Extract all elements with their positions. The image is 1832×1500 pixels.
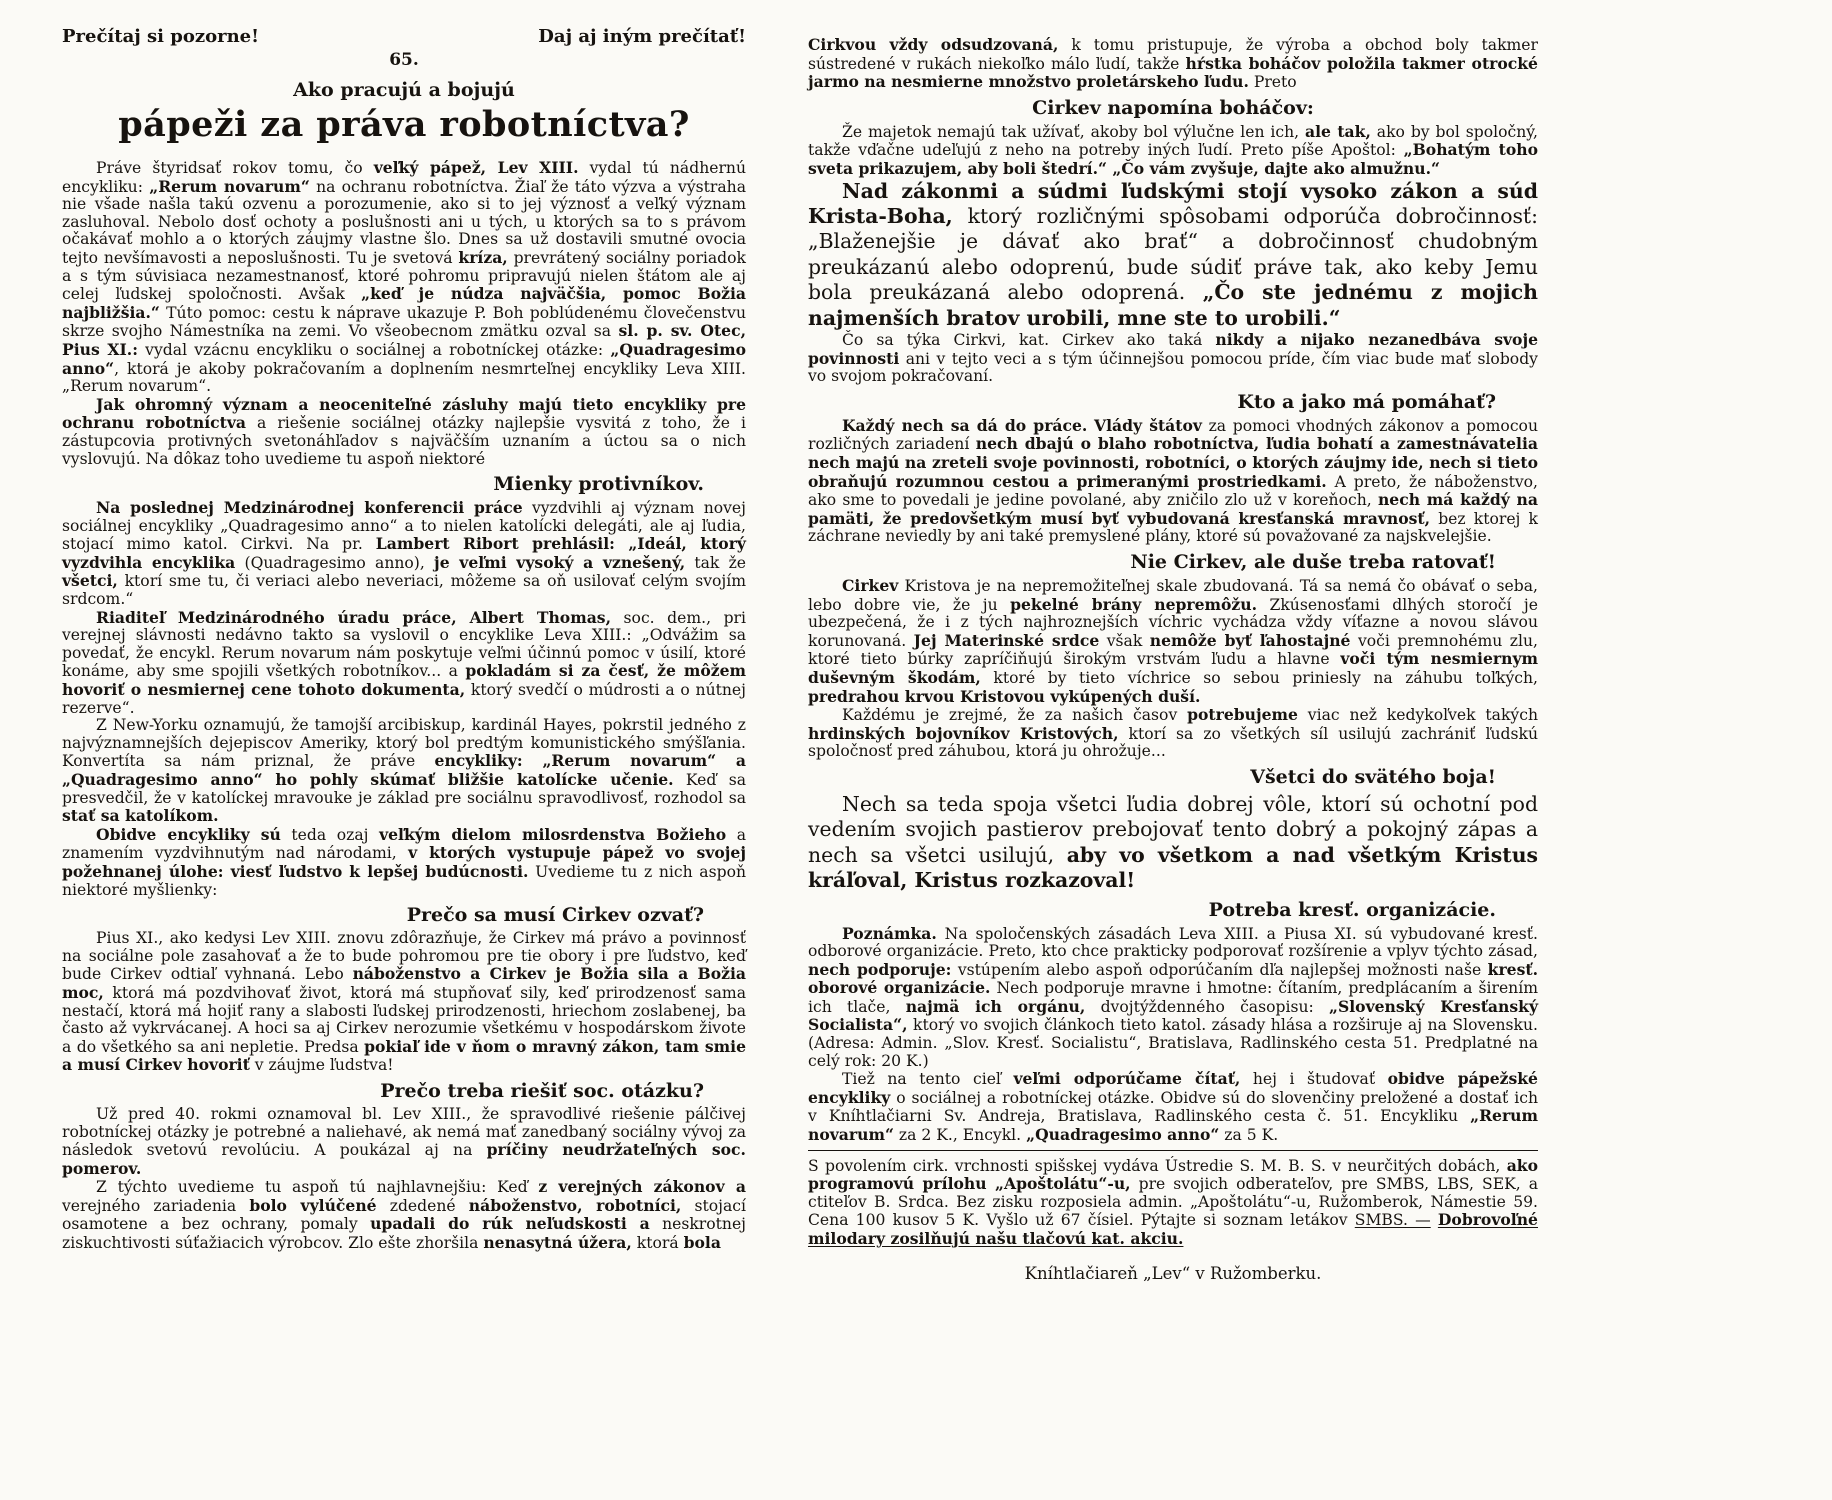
text-segment: , ktorá je akoby pokračovaním a doplnením nesmrteľnej encykliky Leva XIII. „Rerum novarum“. <box>62 359 746 396</box>
text-segment: ktorý rozličnými spôsobami odporúča dobročinnosť: „Blaženejšie je dávať ako brať“ a dobročinnosť chudobným preukázanú alebo odoprenú, bude súdiť práve tak, ako keby Jemu bola preukázaná alebo odoprená. <box>808 203 1538 305</box>
text-segment: o sociálnej a robotníckej otázke. Obidve sú do slovenčiny preložené a dostať ich v Kníhtlačiarni Sv. Andreja, Bratislava, Radlinského cesta č. 51. Encykliku <box>808 1088 1538 1126</box>
text-segment: nenasytná úžera, <box>483 1233 632 1253</box>
text-segment: kresť. oborové organizácie. <box>808 959 1539 998</box>
paragraph <box>808 1157 1538 1249</box>
leaflet-number: 65. <box>389 50 419 70</box>
text-segment: pokladám si za česť, že môžem hovoriť o nesmiernej cene tohoto dokumenta, <box>62 661 747 700</box>
left-column-text <box>62 159 746 1253</box>
paragraph <box>808 179 1538 331</box>
text-segment: príčiny neudržateľných soc. pomerov. <box>62 1140 746 1178</box>
text-segment: hej i študovať <box>1240 1070 1388 1089</box>
text-segment: ktoré by tieto víchrice so sebou priniesly na záhubu toľkých, <box>980 668 1539 687</box>
text-segment: prevrátený sociálny poriadok a s tým súvisiaca nezamestnanosť, ktoré pohromu pripravujú nielen štátom ale aj celej ľudskej spoločnosti. Avšak <box>62 248 746 304</box>
paragraph <box>62 717 746 826</box>
text-segment: potrebujeme <box>1187 705 1298 725</box>
text-segment: „Quadragesimo anno“ <box>1026 1125 1220 1145</box>
text-segment: Z týchto uvedieme tu aspoň tú najhlavnejšiu: Keď <box>96 1178 539 1197</box>
text-segment: nikdy a nijako nezanedbáva svoje povinnosti <box>808 330 1539 368</box>
text-segment: obidve pápežské encykliky <box>808 1069 1538 1107</box>
text-segment: nech dbajú o blaho robotníctva, ľudia bohatí a zamestnávatelia nech majú na zreteli svoje povinnosti, robotníci, o ktorých záujmy ide, nech si tieto obraňujú rozumnou cestou a primeranými prostriedkami. <box>808 434 1538 491</box>
imprint-line: Kníhtlačiareň „Lev“ v Ružomberku. <box>1024 1263 1322 1283</box>
separator-rule <box>808 1150 1538 1151</box>
text-segment: ktorá <box>631 1234 684 1253</box>
text-segment: zdedené <box>376 1196 469 1215</box>
text-segment: verejného zariadenia <box>62 1196 250 1215</box>
text-segment: ktorý vo svojich článkoch tieto katol. zásady hlása a rozširuje aj na Slovensku. (Adresa: Admin. „Slov. Kresť. Socialistu“, Bratislava, Radlinského cesta 51. Predplatné na celý rok: 20 K.) <box>808 1016 1538 1070</box>
text-segment: Uvedieme tu z nich aspoň niektoré myšlienky: <box>62 862 746 899</box>
text-segment: ako by bol spoločný, takže vďačne udeľujú z neho na potreby iných ľudí. Preto píše Apoštol: <box>808 122 1538 160</box>
text-segment: bolo vylúčené <box>249 1195 377 1215</box>
section-heading: Potreba kresť. organizácie. <box>1208 898 1496 921</box>
text-segment: „Rerum novarum“ <box>149 176 310 196</box>
text-segment: v záujme ľudstva! <box>249 1056 394 1075</box>
text-segment: „Slovenský Kresťanský Socialista“, <box>808 996 1539 1035</box>
paragraph <box>62 499 746 609</box>
paragraph <box>62 826 746 899</box>
page-title: pápeži za práva robotníctva? <box>118 104 690 145</box>
paragraph <box>808 331 1538 386</box>
right-column-text <box>808 36 1538 1249</box>
text-segment: „Quadragesimo anno“ <box>62 339 746 378</box>
text-segment: vydal tú nádhernú encykliku: <box>62 159 747 196</box>
text-segment: Práve štyridsať rokov tomu, čo <box>96 159 374 177</box>
text-segment: náboženstvo a Cirkev je Božia sila a Božia moc, <box>62 964 746 1002</box>
text-segment: Pius XI., ako kedysi Lev XIII. znovu zdôrazňuje, že Cirkev má právo a povinnosť na sociálne pole zasahovať a že to bude pohromou pre tie obory i pre ľudstvo, keď bude Cirkev odtiaľ vyhnaná. Lebo <box>62 929 746 984</box>
text-segment: Už pred 40. rokmi oznamoval bl. Lev XIII., že spravodlivé riešenie pálčivej robotníckej otázky je potrebné a naliehavé, ak nemá mať zanedbaný sociálny vývoj za následok svetovú revolúciu. A poukázal aj na <box>62 1104 746 1160</box>
text-segment: Cirkev <box>842 575 899 595</box>
paragraph <box>808 577 1538 706</box>
text-segment: veľkým dielom milosrdenstva Božieho <box>379 824 727 844</box>
section-heading: Cirkev napomína boháčov: <box>1032 96 1314 119</box>
text-segment: aby vo všetkom a nad všetkým Kristus kráľoval, Kristus rozkazoval! <box>808 842 1538 893</box>
text-segment: „keď je núdza najväčšia, pomoc Božia najbližšia.“ <box>62 284 746 322</box>
text-segment: Zkúsenosťami dlhých storočí je ubezpečená, že i z tých najhroznejších víchric vychádza vždy víťazne a novou slávou korunovaná. <box>808 595 1538 650</box>
masthead <box>62 26 746 47</box>
paragraph <box>62 609 746 718</box>
text-segment: Že majetok nemajú tak užívať, akoby bol výlučne len ich, <box>842 122 1306 141</box>
text-segment: všetci, <box>62 571 118 591</box>
text-segment: najmä ich orgánu, <box>905 996 1086 1016</box>
text-segment: za pomoci vhodných zákonov a pomocou rozličných zariadení <box>808 416 1538 454</box>
text-segment: bez ktorej k záchrane neviedly by ani také premyslené plány, ktoré sú považované za najskvelejšie. <box>808 509 1538 546</box>
text-segment: stať sa katolíkom. <box>62 806 219 826</box>
text-segment: vydal vzácnu encykliku o sociálnej a robotníckej otázke: <box>138 340 611 359</box>
text-segment: za 2 K., Encykl. <box>893 1126 1027 1145</box>
text-segment: ktorá má pozdvihovať život, ktorá má stupňovať sily, keď prirodzenosť sama nestačí, ktorá má hojiť rany a slabosti ľudskej prirodzenosti, hriechom zoslabenej, ba často až vykrvácanej. A hoci sa aj Cirkev nerozumie všetkému v hospodárskom živote a do všetkého sa ani nepletie. Predsa <box>62 983 746 1056</box>
text-segment: predrahou krvou Kristovou vykúpených duší. <box>808 686 1201 706</box>
text-segment: pre svojich odberateľov, pre SMBS, LBS, SEK, a ctiteľov B. Srdca. Bez zisku rozposiela admin. „Apoštolátu“-u, Ružomberok, Námestie 59. Cena 100 kusov 5 K. Vyšlo už 67 čísiel. Pýtajte si soznam letákov <box>808 1175 1538 1230</box>
section-heading: Mienky protivníkov. <box>493 473 704 496</box>
text-segment: k tomu pristupuje, že výroba a obchod boly takmer sústredené v rukách niekoľko málo ľudí, takže <box>808 36 1538 73</box>
text-segment: kríza, <box>458 247 508 267</box>
text-segment: Túto pomoc: cestu k náprave ukazuje P. Boh poblúdenému človečenstvu skrze svojho Námestníka na zemi. Vo všeobecnom zmätku ozval sa <box>62 303 746 341</box>
text-segment: encykliky: „Rerum novarum“ a „Quadragesimo anno“ ho pohly skúmať bližšie katolícke učenie. <box>62 751 746 789</box>
text-segment: Na poslednej Medzinárodnej konferencii práce <box>96 498 523 518</box>
text-segment: pokiaľ ide v ňom o mravný zákon, tam smie a musí Cirkev hovoriť <box>62 1036 746 1075</box>
text-segment: Cirkvou vždy odsudzovaná, <box>808 35 1059 54</box>
text-segment: na ochranu robotníctva. Žiaľ že táto výzva a výstraha nie všade našla takú ozvenu a porozumenie, ako si to jej význosť a veľký význam zasluhoval. Nebolo dosť ochoty a poslušnosti ani u tých, u ktorých sa to s právom očakávať mohlo a o ktorých záujmy vlastne šlo. Dnes sa už dostavili smutné ovocia tejto nevšímavosti a neposlušnosti. Tu je svetová <box>62 177 746 267</box>
paragraph <box>62 396 746 468</box>
text-segment: pekelné brány nepremôžu. <box>1010 594 1258 614</box>
text-segment: ako programovú prílohu „Apoštolátu“-u, <box>808 1155 1538 1194</box>
text-segment: sl. p. sv. Otec, Pius XI.: <box>62 321 746 359</box>
text-segment: Preto <box>1248 73 1297 92</box>
text-segment: viac než kedykoľvek takých <box>1297 706 1538 725</box>
text-segment: Z New-Yorku oznamujú, že tamojší arcibiskup, kardinál Hayes, pokrstil jedného z najvýznamnejších dejepiscov Ameriky, ktorý bol predtým komunistického smýšľania. Konvertíta sa nám priznal, že práve <box>62 716 746 771</box>
paragraph <box>808 417 1538 546</box>
text-segment: Jak ohromný význam a neoceniteľné zásluhy majú tieto encykliky pre ochranu robotníctva <box>62 394 746 433</box>
title-kicker: Ako pracujú a bojujú <box>293 79 515 101</box>
text-segment: (Quadragesimo anno), <box>235 553 435 572</box>
text-segment: Kristova je na nepremožiteľnej skale zbudovaná. Tá sa nemá čo obávať o seba, lebo dobre vie, že ju <box>808 576 1538 614</box>
section-heading: Kto a jako má pomáhať? <box>1237 390 1496 413</box>
text-segment: a riešenie sociálnej otázky najlepšie vysvitá z toho, že i zástupcovia protivných svetonáhľadov s najväčším uznaním a úctou sa o nich vyslovujú. Na dôkaz toho uvedieme tu aspoň niektoré <box>62 414 746 468</box>
masthead-left-note: Prečítaj si pozorne! <box>62 26 260 47</box>
text-segment: Nech podporuje mravne i hmotne: čítaním, predplácaním a širením ich tlače, <box>808 979 1538 1016</box>
text-segment: Keď sa presvedčil, že v katolíckej mravouke je základ pre sociálnu spravodlivosť, rozhodol sa <box>62 771 746 807</box>
text-segment: Poznámka. <box>842 923 937 943</box>
text-segment: voči premnohému zlu, ktoré tieto búrky zapríčiňujú širokým vrstvám ľudu a hlavne <box>808 631 1538 669</box>
text-segment: dvojtýždenného časopisu: <box>1085 997 1330 1016</box>
section-heading: Prečo sa musí Cirkev ozvať? <box>406 904 704 927</box>
text-segment: Jej Materinské srdce <box>913 630 1100 650</box>
paragraph <box>62 1178 746 1252</box>
paragraph <box>62 1106 746 1178</box>
text-segment: však <box>1099 631 1150 650</box>
text-segment: náboženstvo, robotníci, <box>468 1195 682 1215</box>
text-segment: voči tým nesmiernym duševným škodám, <box>808 649 1538 687</box>
text-segment: a znamením vyzdvihnutým nad národami, <box>62 825 746 863</box>
paragraph <box>808 123 1538 179</box>
text-segment: soc. dem., pri verejnej slávnosti nedávno takto sa vyslovil o encyklike Leva XIII.: „Odvážim sa povedať, že encykl. Rerum novarum nám poskytuje veľmi účinnú pomoc v úsilí, ktoré konáme, aby sme spojili všetkých robotníkov... a <box>62 608 746 681</box>
text-segment: „Čo ste jednému z mojich najmenších bratov urobili, mne ste to urobili.“ <box>808 280 1538 330</box>
text-segment: ani v tejto veci a s tým účinnejšou pomocou príde, čím viac bude mať slobody vo svojom pokračovaní. <box>808 349 1538 386</box>
paragraph <box>808 1070 1538 1144</box>
text-segment: Nad zákonmi a súdmi ľudskými stojí vysoko zákon a súd Krista-Boha, <box>808 178 1538 228</box>
text-segment: nech má každý na pamäti, že predovšetkým musí byť vybudovaná kresťanská mravnosť, <box>808 490 1538 528</box>
text-segment: Čo sa týka Cirkvi, kat. Cirkev ako taká <box>842 331 1216 349</box>
text-segment: Každému je zrejmé, že za našich časov <box>842 706 1188 725</box>
section-heading: Nie Cirkev, ale duše treba ratovať! <box>1130 550 1496 573</box>
text-segment: Na spoločenských zásadách Leva XIII. a Piusa XI. sú vybudované kresť. odborové organizácie. Preto, kto chce prakticky podporovať rozšírenie a vplyv týchto zásad, <box>808 924 1538 961</box>
text-segment: je veľmi vysoký a vznešený, <box>434 552 686 572</box>
paragraph <box>808 706 1538 761</box>
text-segment: ktorý svedčí o múdrosti a o nútnej rezerve“. <box>62 681 746 717</box>
paragraph <box>62 930 746 1075</box>
right-column <box>808 26 1538 1283</box>
paragraph <box>808 925 1538 1071</box>
text-segment: Lambert Ribort prehlásil: „Ideál, ktorý vyzdvihla encyklika <box>62 534 746 572</box>
text-segment: veľký pápež, Lev XIII. <box>373 158 579 177</box>
masthead-right-note: Daj aj iným prečítať! <box>538 26 746 47</box>
text-segment: bola <box>683 1233 721 1253</box>
text-segment: A preto, že náboženstvo, ako sme to povedali je jedine povolané, aby zničilo zlo už v koreňoch, <box>808 472 1538 510</box>
text-segment: SMBS. — <box>1354 1211 1431 1230</box>
text-segment: Riaditeľ Medzinárodného úradu práce, Albert Thomas, <box>96 607 612 627</box>
text-segment <box>1087 417 1094 435</box>
section-heading: Všetci do svätého boja! <box>1250 765 1496 788</box>
text-segment: ale tak, <box>1305 121 1371 141</box>
text-segment: vstúpením alebo aspoň odporúčaním dľa najlepšej možnosti naše <box>951 960 1488 979</box>
text-segment: upadali do rúk neľudskosti a <box>370 1214 650 1234</box>
text-segment: Vlády štátov <box>1094 415 1202 435</box>
text-segment: „Rerum novarum“ <box>808 1106 1538 1145</box>
text-segment: Obidve encykliky sú <box>96 824 281 844</box>
paragraph <box>62 159 746 396</box>
text-segment: tak že <box>685 553 747 572</box>
text-segment: z verejných zákonov a <box>538 1177 746 1197</box>
text-segment: Každý nech sa dá do práce. <box>842 415 1088 435</box>
text-segment: v ktorých vystupuje pápež vo svojej požehnanej úlohe: viesť ľudstvo k lepšej budúcnosti. <box>62 843 746 881</box>
text-segment: vyzdvihli aj význam novej sociálnej encykliky „Quadragesimo anno“ a to nielen katolícki delegáti, ale aj ľudia, stojací mimo katol. Cirkvi. Na pr. <box>62 499 746 554</box>
text-segment: nech podporuje: <box>808 959 952 979</box>
text-segment: hŕstka boháčov položila takmer otrocké jarmo na nesmierne množstvo proletárskeho ľudu. <box>808 53 1538 92</box>
text-segment: ktorí sa zo všetkých síl usilujú zachrániť ľudskú spoločnosť pred záhubou, ktorá ju ohrožuje... <box>808 724 1538 761</box>
text-segment: S povolením cirk. vrchnosti spišskej vydáva Ústredie S. M. B. S. v neurčitých dobách, <box>808 1156 1507 1175</box>
text-segment: Nech sa teda spoja všetci ľudia dobrej vôle, ktorí sú ochotní pod vedením svojich pastierov prebojovať tento dobrý a pokojný zápas a nech sa všetci usilujú, <box>808 791 1538 867</box>
section-heading: Prečo treba riešiť soc. otázku? <box>380 1079 704 1102</box>
left-column <box>62 26 746 1283</box>
paragraph <box>808 792 1538 894</box>
text-segment: teda ozaj <box>280 825 380 844</box>
text-segment: za 5 K. <box>1219 1126 1279 1145</box>
text-segment: nemôže byť ľahostajné <box>1149 630 1351 650</box>
text-segment: „Bohatým toho sveta prikazujem, aby boli štedrí.“ „Čo vám zvyšuje, dajte ako almužnu.“ <box>808 140 1538 178</box>
text-segment: Dobrovoľné milodary zosilňujú našu tlačovú kat. akciu. <box>808 1210 1538 1248</box>
text-segment: hrdinských bojovníkov Kristových, <box>808 723 1119 743</box>
text-segment: Tiež na tento cieľ <box>842 1070 1014 1089</box>
text-segment: ktorí sme tu, či veriaci alebo neveriaci, môžeme sa oň usilovať celým svojím srdcom.“ <box>62 572 746 609</box>
paragraph <box>808 36 1538 92</box>
text-segment: neskrotnej ziskuchtivosti súťažiacich výrobcov. Zlo ešte zhoršila <box>62 1215 747 1253</box>
text-segment: veľmi odporúčame čítať, <box>1013 1069 1241 1089</box>
text-segment: stojací osamotene a bez ochrany, pomaly <box>62 1196 746 1234</box>
text-segment <box>1431 1211 1438 1229</box>
